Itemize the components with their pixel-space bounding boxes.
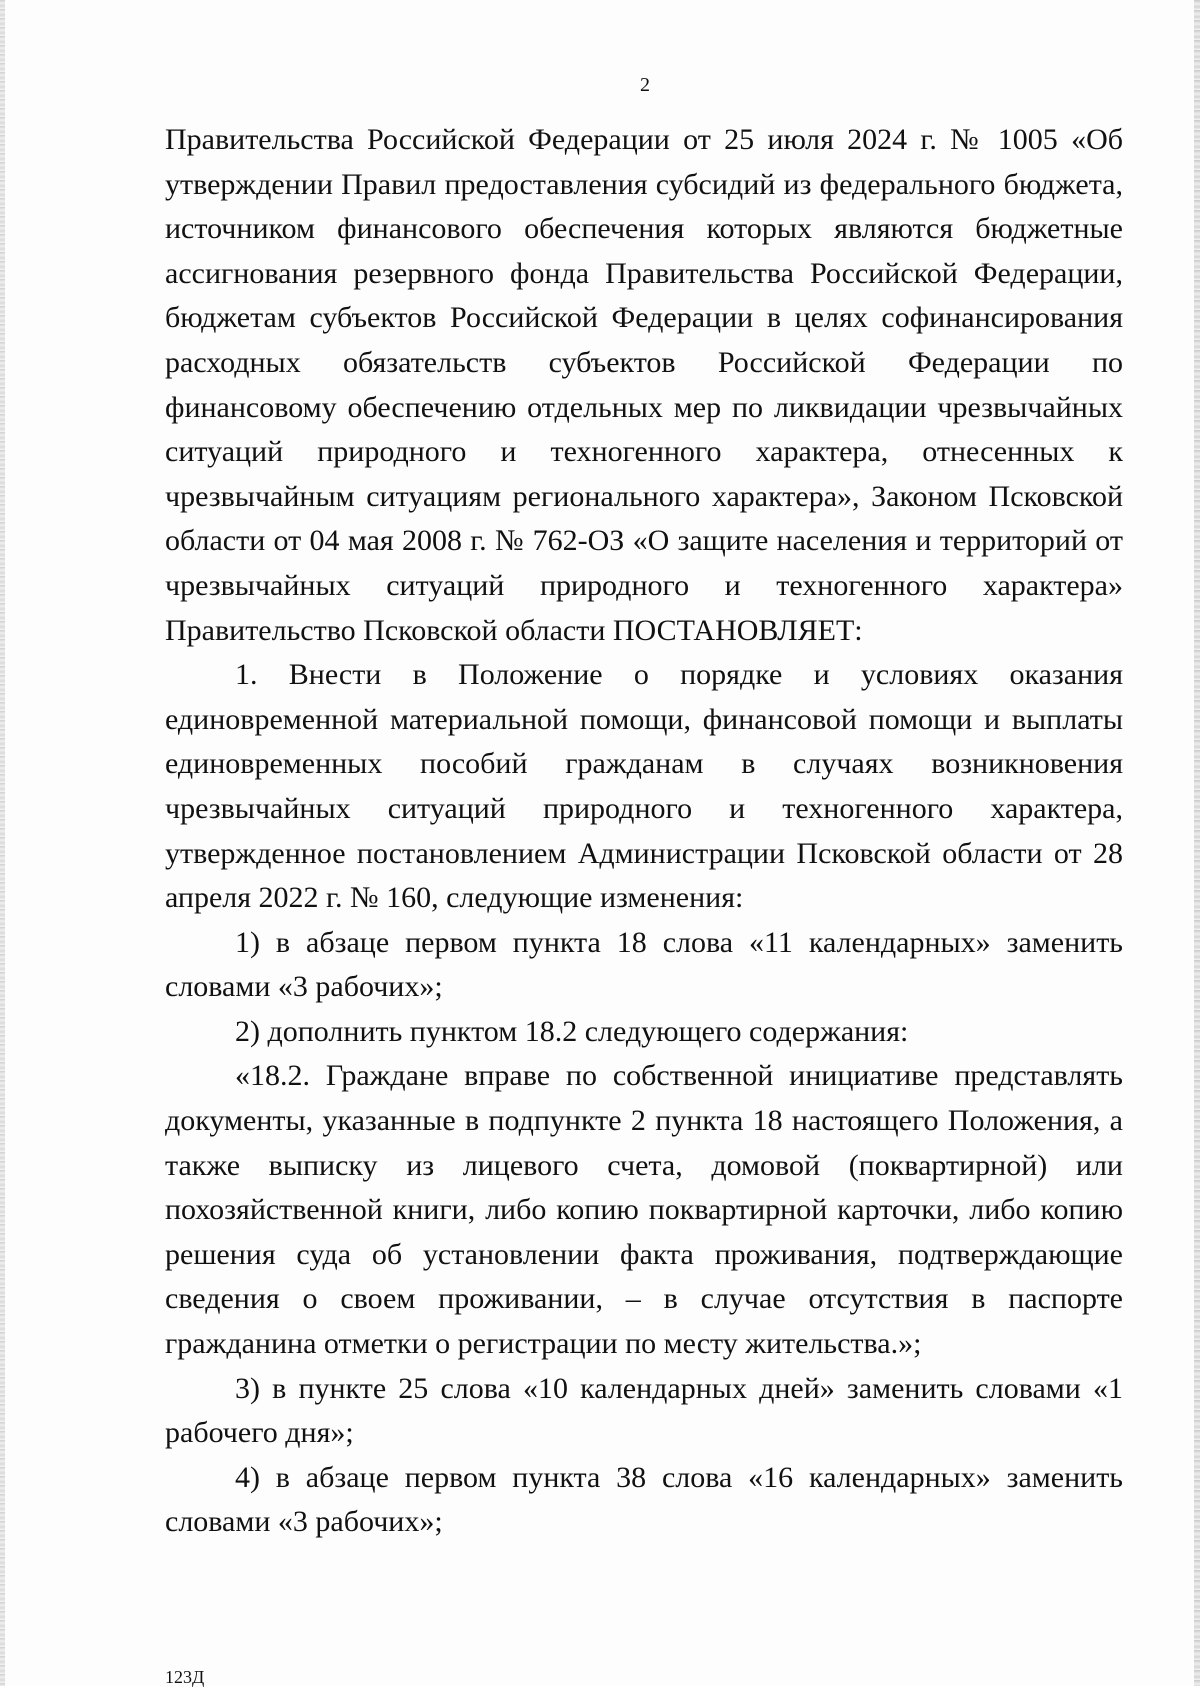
page-number: 2 (640, 74, 650, 96)
paragraph-subitem-2: 2) дополнить пунктом 18.2 следующего содержания: (235, 1014, 909, 1048)
footer-code: 123Д (165, 1667, 205, 1687)
scan-edge-left (0, 0, 5, 1686)
scan-edge-right (1194, 0, 1200, 1686)
paragraph-clause-18-2: «18.2. Граждане вправе по собственной инициативе представлять документы, указанные в подпункте 2 пункта 18 настоящего Положения, а также выписку из лицевого счета, домовой (поквартирной) или похозяйственной книги, либо копию поквартирной карточки, либо копию решения суда об установлении факта проживания, подтверждающие сведения о своем проживании, – в случае отсутствия в паспорте гражданина отметки о регистрации по месту жительства.»; (165, 1059, 1123, 1361)
paragraph-item-1: 1. Внести в Положение о порядке и условиях оказания единовременной материальной помощи, финансовой помощи и выплаты единовременных пособий гражданам в случаях возникновения чрезвычайных ситуаций природного и техногенного характера, утвержденное постановлением Администрации Псковской области от 28 апреля 2022 г. № 160, следующие изменения: (165, 658, 1123, 915)
paragraph-preamble: Правительства Российской Федерации от 25 июля 2024 г. № 1005 «Об утверждении Правил предоставления субсидий из федерального бюджета, источником финансового обеспечения которых являются бюджетные ассигнования резервного фонда Правительства Российской Федерации, бюджетам субъектов Российской Федерации в целях софинансирования расходных обязательств субъектов Российской Федерации по финансовому обеспечению отдельных мер по ликвидации чрезвычайных ситуаций природного и техногенного характера, отнесенных к чрезвычайным ситуациям регионального характера», Законом Псковской области от 04 мая 2008 г. № 762-ОЗ «О защите населения и территорий от чрезвычайных ситуаций природного и техногенного характера» Правительство Псковской области ПОСТАНОВЛЯЕТ: (165, 123, 1123, 647)
document-body (165, 118, 1123, 1545)
paragraph-subitem-4: 4) в абзаце первом пункта 38 слова «16 календарных» заменить словами «3 рабочих»; (165, 1460, 1123, 1539)
paragraph-subitem-3: 3) в пункте 25 слова «10 календарных дней» заменить словами «1 рабочего дня»; (165, 1371, 1123, 1450)
paragraph-subitem-1: 1) в абзаце первом пункта 18 слова «11 календарных» заменить словами «3 рабочих»; (165, 925, 1123, 1004)
